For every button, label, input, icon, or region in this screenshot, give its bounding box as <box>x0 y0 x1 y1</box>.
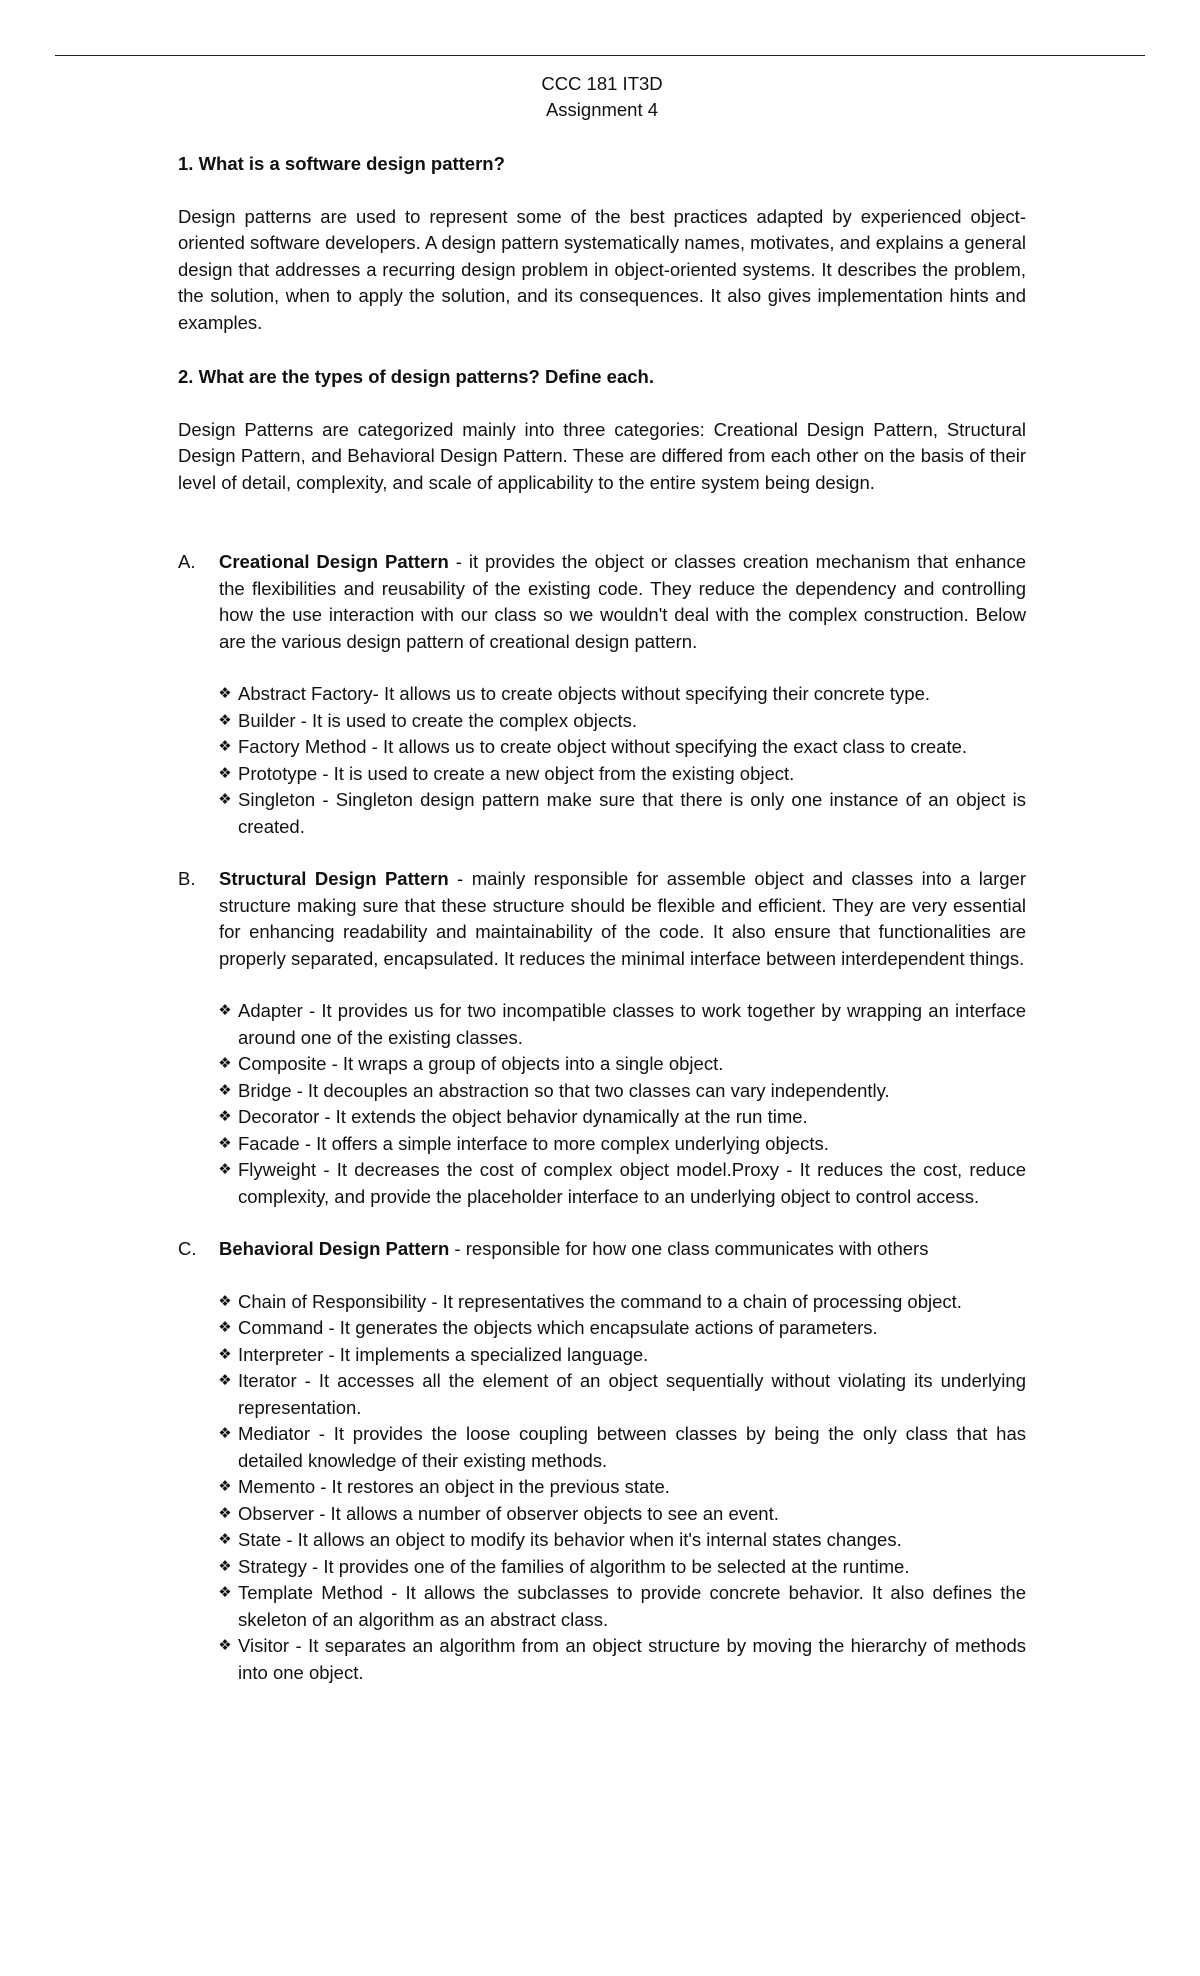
four-diamond-bullet-icon: ❖ <box>218 1557 232 1575</box>
bullet-list <box>178 681 1026 840</box>
list-item: ❖ Visitor - It separates an algorithm from an object structure by moving the hierarchy of methods into one object. <box>238 1633 1026 1686</box>
list-item: ❖ Observer - It allows a number of observer objects to see an event. <box>238 1501 1026 1528</box>
section-description: - responsible for how one class communicates with others <box>449 1238 929 1259</box>
list-item: ❖ Singleton - Singleton design pattern make sure that there is only one instance of an object is created. <box>238 787 1026 840</box>
list-item: ❖ Facade - It offers a simple interface to more complex underlying objects. <box>238 1131 1026 1158</box>
section-title: Behavioral Design Pattern <box>219 1238 450 1259</box>
section-title: Creational Design Pattern <box>219 551 449 572</box>
list-item: ❖ Prototype - It is used to create a new object from the existing object. <box>238 761 1026 788</box>
answer-2: Design Patterns are categorized mainly into three categories: Creational Design Pattern, Structural Design Pattern, and Behavioral Design Pattern. These are differed from each other on the basis of their level of detail, complexity, and scale of applicability to the entire system being design. <box>178 418 1026 493</box>
four-diamond-bullet-icon: ❖ <box>218 1292 232 1310</box>
bullet-list <box>178 998 1026 1210</box>
four-diamond-bullet-icon: ❖ <box>218 1372 232 1389</box>
four-diamond-bullet-icon: ❖ <box>218 1425 232 1442</box>
section-letter: C. <box>178 1238 197 1259</box>
section-behavioral <box>178 1236 1026 1686</box>
list-item: ❖ Builder - It is used to create the complex objects. <box>238 708 1026 735</box>
four-diamond-bullet-icon: ❖ <box>218 1504 232 1522</box>
top-rule <box>55 55 1145 56</box>
four-diamond-bullet-icon: ❖ <box>218 1637 232 1654</box>
document-page <box>178 71 1026 1686</box>
document-header <box>178 71 1026 123</box>
course-label: CCC 181 IT3D <box>541 73 663 94</box>
four-diamond-bullet-icon: ❖ <box>218 1584 232 1601</box>
list-item: ❖ Interpreter - It implements a specialized language. <box>238 1342 1026 1369</box>
list-item: ❖ State - It allows an object to modify its behavior when it's internal states changes. <box>238 1527 1026 1554</box>
section-letter: A. <box>178 551 196 572</box>
four-diamond-bullet-icon: ❖ <box>218 791 232 808</box>
list-item: ❖ Template Method - It allows the subclasses to provide concrete behavior. It also defines the skeleton of an algorithm as an abstract class. <box>238 1580 1026 1633</box>
bullet-list <box>178 1289 1026 1687</box>
question-1: 1. What is a software design pattern? <box>178 153 505 174</box>
list-item: ❖ Composite - It wraps a group of objects into a single object. <box>238 1051 1026 1078</box>
four-diamond-bullet-icon: ❖ <box>218 1134 232 1152</box>
list-item: ❖ Flyweight - It decreases the cost of complex object model.Proxy - It reduces the cost, reduce complexity, and provide the placeholder interface to an underlying object to control access. <box>238 1157 1026 1210</box>
section-letter: B. <box>178 868 196 889</box>
four-diamond-bullet-icon: ❖ <box>218 1081 232 1099</box>
list-item: ❖ Command - It generates the objects which encapsulate actions of parameters. <box>238 1315 1026 1342</box>
assignment-label: Assignment 4 <box>545 99 659 120</box>
list-item: ❖ Strategy - It provides one of the families of algorithm to be selected at the runtime. <box>238 1554 1026 1581</box>
section-structural <box>178 866 1026 1210</box>
four-diamond-bullet-icon: ❖ <box>218 1531 232 1548</box>
four-diamond-bullet-icon: ❖ <box>218 738 232 755</box>
section-title: Structural Design Pattern <box>219 868 449 889</box>
list-item: ❖ Factory Method - It allows us to create object without specifying the exact class to create. <box>238 734 1026 761</box>
four-diamond-bullet-icon: ❖ <box>218 764 232 782</box>
section-description: - it provides the object or classes creation mechanism that enhance the flexibilities and reusability of the existing code. They reduce the dependency and controlling how the use interaction with our class so we wouldn't deal with the complex construction. Below are the various design pattern of creational design pattern. <box>219 551 1026 652</box>
list-item: ❖ Iterator - It accesses all the element of an object sequentially without violating its underlying representation. <box>238 1368 1026 1421</box>
four-diamond-bullet-icon: ❖ <box>218 1055 232 1072</box>
four-diamond-bullet-icon: ❖ <box>218 1478 232 1495</box>
four-diamond-bullet-icon: ❖ <box>218 1108 232 1125</box>
four-diamond-bullet-icon: ❖ <box>218 1319 232 1336</box>
section-creational <box>178 549 1026 840</box>
four-diamond-bullet-icon: ❖ <box>218 1345 232 1363</box>
list-item: ❖ Adapter - It provides us for two incompatible classes to work together by wrapping an interface around one of the existing classes. <box>238 998 1026 1051</box>
list-item: ❖ Mediator - It provides the loose coupling between classes by being the only class that has detailed knowledge of their existing methods. <box>238 1421 1026 1474</box>
answer-1: Design patterns are used to represent some of the best practices adapted by experienced object-oriented software developers. A design pattern systematically names, motivates, and explains a general design that addresses a recurring design problem in object-oriented systems. It describes the problem, the solution, when to apply the solution, and its consequences. It also gives implementation hints and examples. <box>178 205 1026 333</box>
section-description: - mainly responsible for assemble object and classes into a larger structure making sure that these structure should be flexible and efficient. They are very essential for enhancing readability and maintainability of the code. It also ensure that functionalities are properly separated, encapsulated. It reduces the minimal interface between interdependent things. <box>219 868 1026 969</box>
question-2: 2. What are the types of design patterns? Define each. <box>178 366 654 387</box>
list-item: ❖ Abstract Factory- It allows us to create objects without specifying their concrete type. <box>238 681 1026 708</box>
four-diamond-bullet-icon: ❖ <box>218 1161 232 1178</box>
list-item: ❖ Memento - It restores an object in the previous state. <box>238 1474 1026 1501</box>
list-item: ❖ Chain of Responsibility - It representatives the command to a chain of processing object. <box>238 1289 1026 1316</box>
list-item: ❖ Decorator - It extends the object behavior dynamically at the run time. <box>238 1104 1026 1131</box>
four-diamond-bullet-icon: ❖ <box>218 711 232 729</box>
four-diamond-bullet-icon: ❖ <box>218 685 232 702</box>
list-item: ❖ Bridge - It decouples an abstraction so that two classes can vary independently. <box>238 1078 1026 1105</box>
four-diamond-bullet-icon: ❖ <box>218 1002 232 1019</box>
